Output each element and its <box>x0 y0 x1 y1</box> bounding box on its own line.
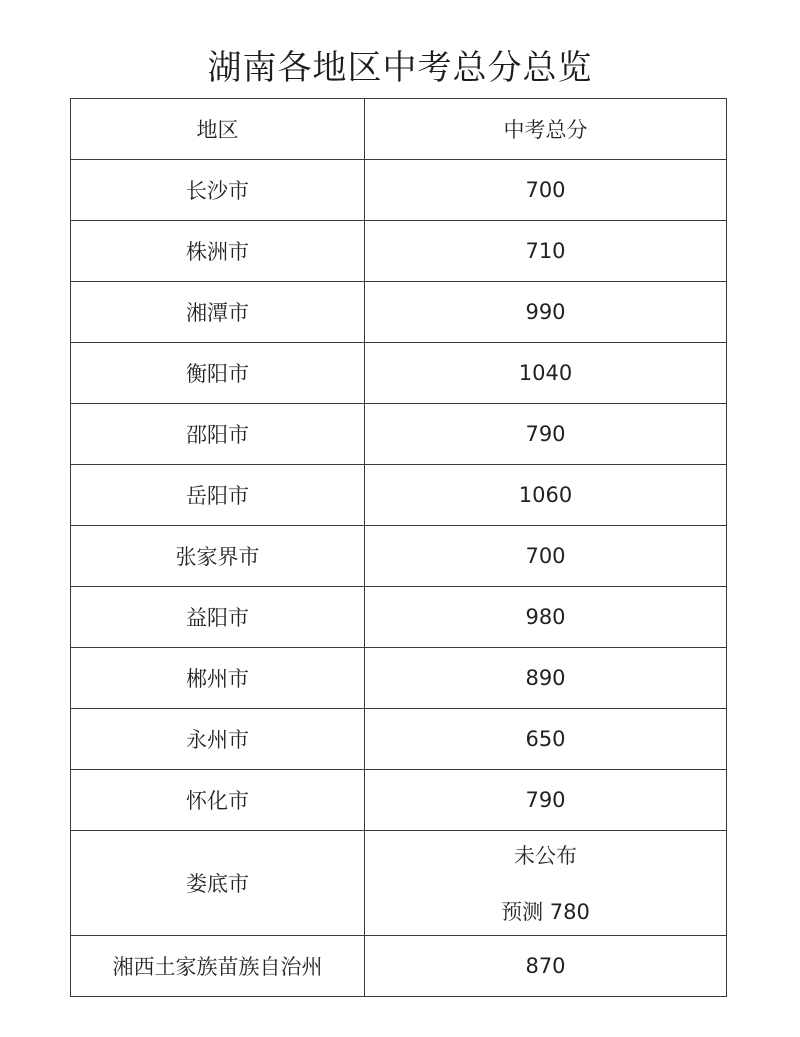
region-cell: 岳阳市 <box>71 465 365 526</box>
table-row <box>71 160 727 221</box>
score-table <box>70 98 727 997</box>
score-status: 未公布 <box>514 844 577 868</box>
score-cell: 890 <box>365 648 727 709</box>
table-row <box>71 770 727 831</box>
header-score: 中考总分 <box>365 99 727 160</box>
score-cell: 700 <box>365 526 727 587</box>
score-cell: 980 <box>365 587 727 648</box>
table-row <box>71 404 727 465</box>
region-cell: 衡阳市 <box>71 343 365 404</box>
region-cell: 长沙市 <box>71 160 365 221</box>
score-cell: 710 <box>365 221 727 282</box>
table-row <box>71 282 727 343</box>
table-row <box>71 221 727 282</box>
table-row <box>71 936 727 997</box>
table-row <box>71 831 727 936</box>
region-cell: 郴州市 <box>71 648 365 709</box>
score-cell: 870 <box>365 936 727 997</box>
region-cell: 株洲市 <box>71 221 365 282</box>
table-row <box>71 709 727 770</box>
table-row <box>71 648 727 709</box>
score-cell: 1060 <box>365 465 727 526</box>
region-cell: 怀化市 <box>71 770 365 831</box>
score-prediction: 预测 780 <box>501 900 590 924</box>
score-cell: 790 <box>365 770 727 831</box>
table-row <box>71 587 727 648</box>
score-cell: 1040 <box>365 343 727 404</box>
region-cell: 永州市 <box>71 709 365 770</box>
score-cell: 790 <box>365 404 727 465</box>
region-cell: 湘西土家族苗族自治州 <box>71 936 365 997</box>
page-title: 湖南各地区中考总分总览 <box>207 48 593 88</box>
region-cell: 邵阳市 <box>71 404 365 465</box>
region-cell: 娄底市 <box>71 831 365 936</box>
region-cell: 湘潭市 <box>71 282 365 343</box>
table-row <box>71 465 727 526</box>
region-cell: 益阳市 <box>71 587 365 648</box>
score-cell: 650 <box>365 709 727 770</box>
table-row <box>71 526 727 587</box>
table-header-row <box>71 99 727 160</box>
score-cell: 990 <box>365 282 727 343</box>
region-cell: 张家界市 <box>71 526 365 587</box>
score-cell: 700 <box>365 160 727 221</box>
header-region: 地区 <box>71 99 365 160</box>
score-cell <box>365 831 727 936</box>
table-row <box>71 343 727 404</box>
